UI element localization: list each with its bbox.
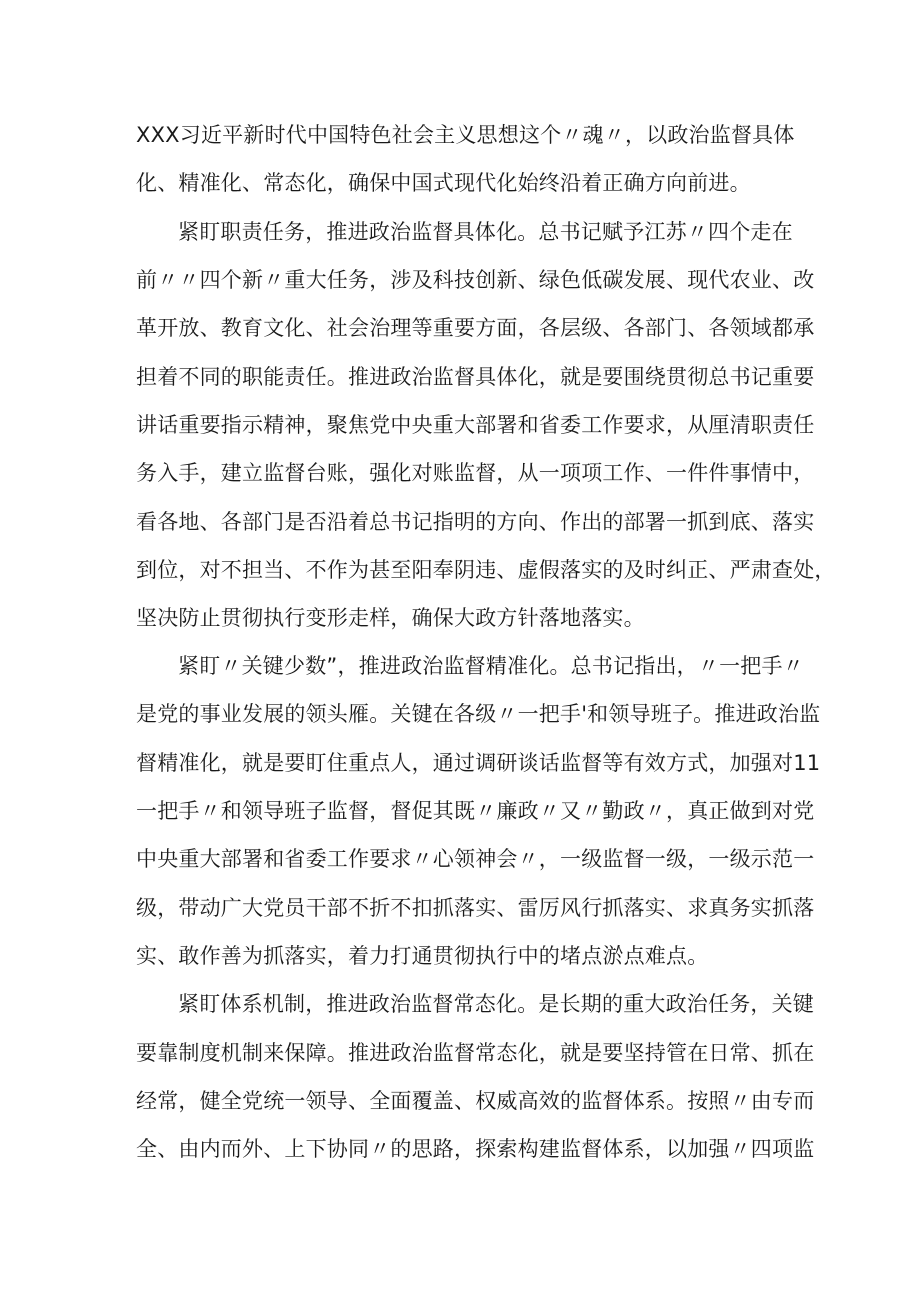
text-line: XXX习近平新时代中国特色社会主义思想这个〃魂〃，以政治监督具体 [136,123,795,147]
text-line: 担着不同的职能责任。推进政治监督具体化，就是要围绕贯彻总书记重要 [136,365,815,389]
text-line: 务入手，建立监督台账，强化对账监督，从一项项工作、一件件事情中， [136,461,815,485]
text-line: 革开放、教育文化、社会治理等重要方面，各层级、各部门、各领域都承 [136,316,815,340]
text-line: 要靠制度机制来保障。推进政治监督常态化，就是要坚持管在日常、抓在 [136,1041,815,1065]
text-line: 到位，对不担当、不作为甚至阳奉阴违、虚假落实的及时纠正、严肃查处， [136,558,836,582]
paragraph-start: 紧盯职责任务，推进政治监督具体化。总书记赋予江苏〃四个走在 [178,220,793,244]
paragraph-start: 紧盯体系机制，推进政治监督常态化。是长期的重大政治任务，关键 [178,992,814,1016]
text-line: 讲话重要指示精神，聚焦党中央重大部署和省委工作要求，从厘清职责任 [136,413,815,437]
text-line: 中央重大部署和省委工作要求〃心领神会〃，一级监督一级，一级示范一 [136,847,815,871]
text-line: 看各地、各部门是否沿着总书记指明的方向、作出的部署一抓到底、落实 [136,510,815,534]
text-line: 经常，健全党统一领导、全面覆盖、权威高效的监督体系。按照〃由专而 [136,1089,815,1113]
text-line: 化、精准化、常态化，确保中国式现代化始终沿着正确方向前进。 [136,171,751,195]
text-line: 级，带动广大党员干部不折不扣抓落实、雷厉风行抓落实、求真务实抓落 [136,896,815,920]
text-line: 是党的事业发展的领头雁。关键在各级〃一把手'和领导班子。推进政治监 [136,702,821,726]
text-line: 全、由内而外、上下协同〃的思路，探索构建监督体系，以加强〃四项监 [136,1137,815,1161]
text-line: 前〃〃四个新〃重大任务，涉及科技创新、绿色低碳发展、现代农业、改 [136,268,815,292]
text-line: 督精准化，就是要盯住重点人，通过调研谈话监督等有效方式，加强对11 [136,751,821,775]
paragraph-start: 紧盯〃关键少数”，推进政治监督精准化。总书记指出，〃一把手〃 [178,654,804,678]
text-line: 坚决防止贯彻执行变形走样，确保大政方针落地落实。 [136,606,645,630]
text-line: 一把手〃和领导班子监督，督促其既〃廉政〃又〃勤政〃，真正做到对党 [136,799,815,823]
text-line: 实、敢作善为抓落实，着力打通贯彻执行中的堵点淤点难点。 [136,944,709,968]
